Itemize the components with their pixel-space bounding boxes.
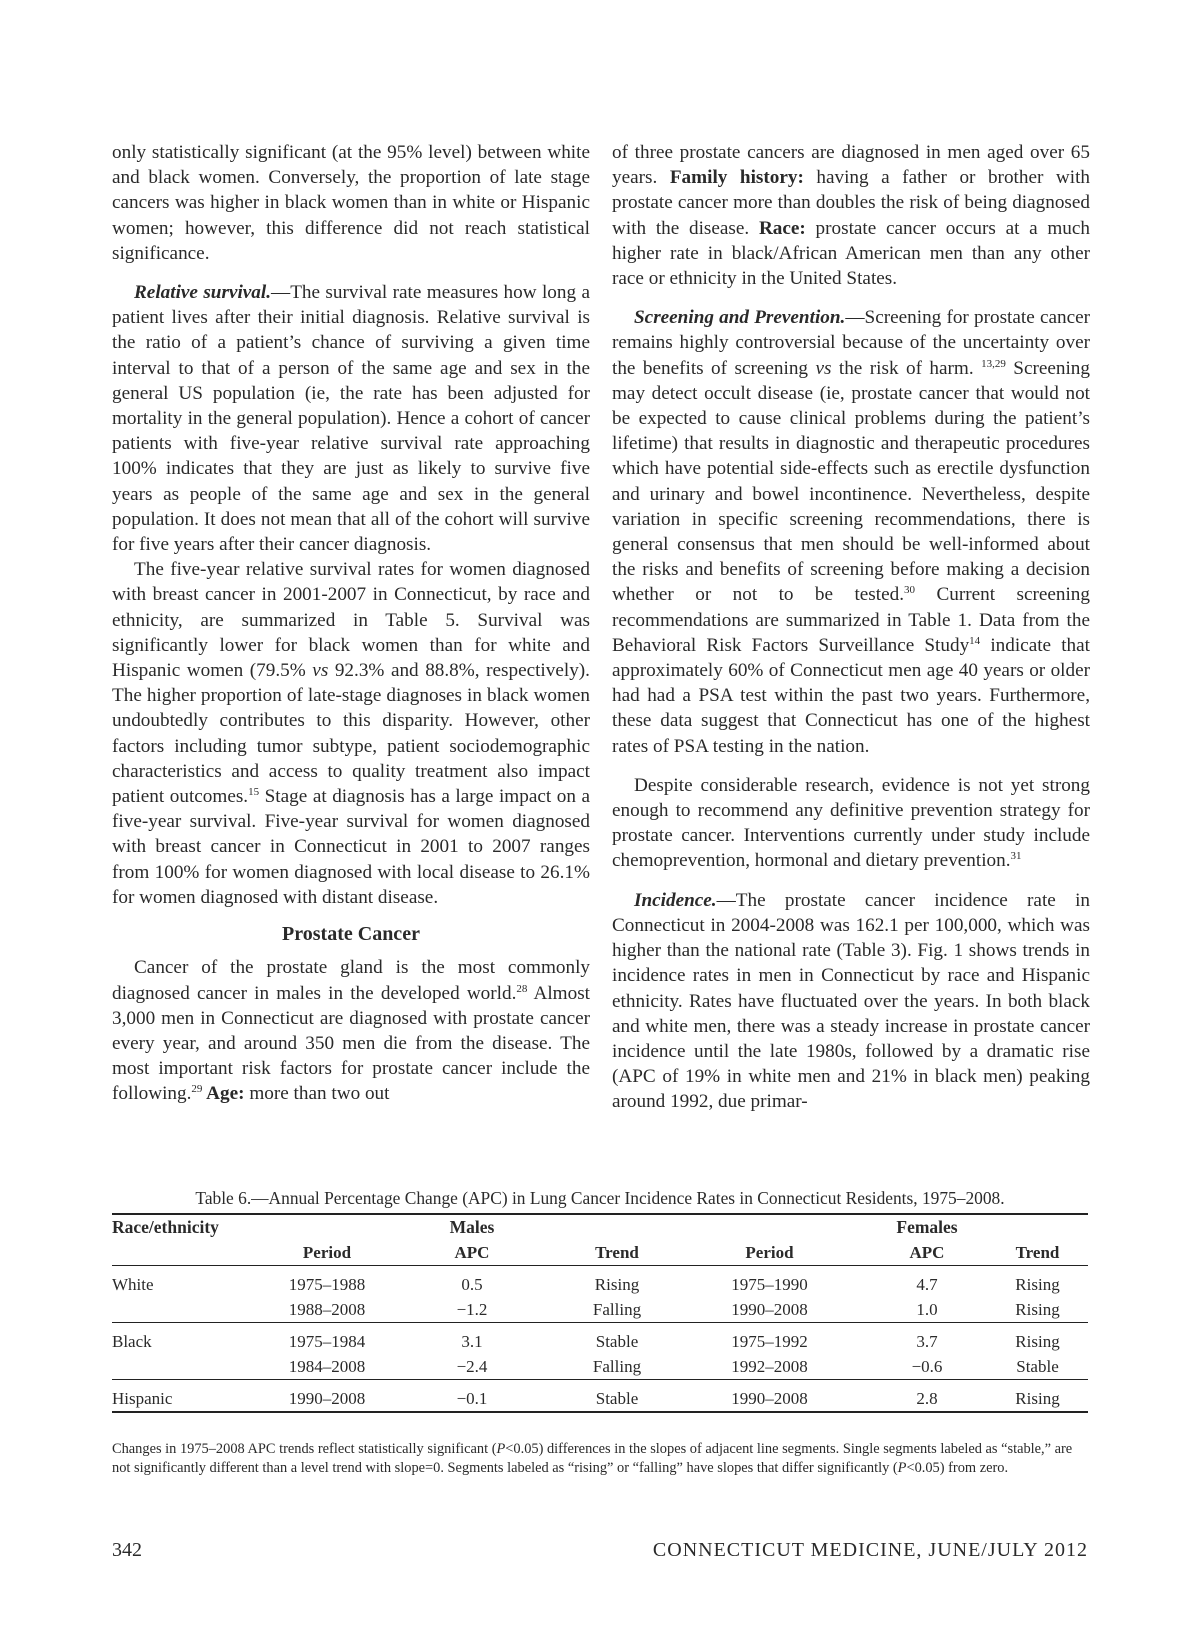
citation-ref: 15: [248, 786, 260, 799]
footnote-text: Changes in 1975–2008 APC trends reflect statistically significant (: [112, 1441, 497, 1457]
paragraph-incidence: [612, 888, 1090, 1115]
table-row: [112, 1272, 1088, 1297]
table-row: [112, 1297, 1088, 1323]
footnote-text: <0.05) differences in the slopes of adjacent line segments. Single segments labeled as “stable,” are not significantly different than a level trend with slope=0. Segments labeled as “rising” or “falling” have slopes that differ significantly (: [112, 1441, 1073, 1476]
paragraph-text: the risk of harm.: [831, 357, 982, 379]
race-cell: Black: [112, 1331, 152, 1351]
paragraph-text: Stage at diagnosis has a large impact on a five-year survival. Five-year survival for women diagnosed with breast cancer in Connecticut in 2001 to 2007 ranges from 100% for women diagnosed with local disease to 26.1% for women diagnosed with distant disease.: [112, 786, 590, 908]
male-period-cell: 1990–2008: [272, 1386, 382, 1412]
paragraph-relative-survival: [112, 280, 590, 557]
table-row: [112, 1386, 1088, 1412]
page-number: 342: [112, 1539, 142, 1561]
citation-ref: 29: [191, 1083, 203, 1096]
race-cell: White: [112, 1274, 154, 1294]
female-trend-cell: Rising: [1015, 1274, 1060, 1294]
paragraph-text: The five-year relative survival rates for women diagnosed with breast cancer in 2001-2007 in Connecticut, by race and ethnicity, are summarized in Table 5. Survival was significantly lower for black women than for white and Hispanic women (79.5%: [112, 559, 590, 682]
female-apc-cell: 1.0: [867, 1297, 987, 1323]
male-trend-cell: Stable: [562, 1386, 672, 1412]
paragraph-text: indicate that approximately 60% of Connecticut men age 40 years or older had had a PSA test within the past two years. Furthermore, these data suggest that Connecticut has one of the highest rates of PSA testing in the nation.: [612, 634, 1090, 757]
paragraph-text: prostate cancer occurs at a much higher rate in black/African American men than any other race or ethnicity in the United States.: [612, 217, 1091, 290]
race-cell: [112, 1297, 272, 1323]
female-trend-cell: Rising: [1015, 1331, 1060, 1351]
header-race: Race/ethnicity: [112, 1217, 219, 1237]
race-cell: [112, 1354, 272, 1380]
header-trend-females: Trend: [987, 1240, 1088, 1266]
male-apc-cell: −1.2: [382, 1297, 562, 1323]
paragraph-text: Almost 3,000 men in Connecticut are diagnosed with prostate cancer every year, and around 350 men die from the disease. The most important risk factors for prostate cancer include the following.: [112, 982, 590, 1105]
header-trend-males: Trend: [562, 1240, 672, 1266]
citation-ref: 14: [969, 634, 981, 647]
female-trend-cell: Rising: [987, 1297, 1088, 1323]
female-apc-cell: −0.6: [867, 1354, 987, 1380]
paragraph-text: Cancer of the prostate gland is the most commonly diagnosed cancer in males in the developed world.: [112, 957, 590, 1004]
bold-text: Race:: [758, 217, 806, 239]
paragraph-text: of three prostate cancers are diagnosed in men aged over 65 years.: [612, 142, 1090, 189]
female-apc-cell: 4.7: [916, 1274, 938, 1294]
citation-ref: 31: [1010, 850, 1022, 863]
paragraph: only statistically significant (at the 95% level) between white and black women. Conversely, the proportion of late stage cancers was higher in black women than in white or Hispanic women; however, this difference did not reach statistical significance.: [112, 142, 590, 264]
female-apc-cell: 3.7: [916, 1331, 938, 1351]
apc-table: [112, 1213, 1088, 1413]
paragraph-risk-factors: [612, 140, 1090, 291]
paragraph-text: having a father or brother with prostate cancer more than doubles the risk of being diagnosed with the disease.: [612, 167, 1091, 239]
male-trend-cell: Stable: [595, 1331, 639, 1351]
header-apc-females: APC: [867, 1240, 987, 1266]
header-period-females: Period: [672, 1240, 867, 1266]
paragraph-text: —Screening for prostate cancer remains highly controversial because of the uncertainty over the benefits of screening: [612, 307, 1090, 379]
italic-text: P: [897, 1460, 907, 1476]
header-period-males: Period: [272, 1240, 382, 1266]
paragraph-text: Despite considerable research, evidence is not yet strong enough to recommend any definitive prevention strategy for prostate cancer. Interventions currently under study include chemoprevention, hormonal and dietary prevention.: [612, 774, 1090, 872]
female-period-cell: 1992–2008: [672, 1354, 867, 1380]
bold-text: Age:: [202, 1083, 245, 1105]
male-period-cell: 1988–2008: [272, 1297, 382, 1323]
paragraph-screening: [612, 305, 1090, 759]
italic-text: vs: [815, 357, 832, 379]
left-column: [112, 140, 590, 1107]
paragraph-text: 92.3% and 88.8%, respectively). The higher proportion of late-stage diagnoses in black women undoubtedly contributes to this disparity. However, other factors including tumor subtype, patient sociodemographic characteristics and access to quality treatment also impact patient outcomes.: [112, 660, 590, 808]
male-trend-cell: Rising: [594, 1274, 640, 1294]
run-in-heading: Relative survival.: [134, 282, 272, 304]
paragraph-text: —The prostate cancer incidence rate in Connecticut in 2004-2008 was 162.1 per 100,000, which was higher than the national rate (Table 3). Fig. 1 shows trends in incidence rates in men in Connecticut by race and Hispanic ethnicity. Rates have fluctuated over the years. In both black and white men, there was a steady increase in prostate cancer incidence until the late 1980s, followed by a dramatic rise (APC of 19% in white men and 21% in black men) peaking around 1992, due primar-: [612, 889, 1090, 1113]
female-period-cell: 1990–2008: [672, 1297, 867, 1323]
table-header-row: [112, 1214, 1088, 1240]
male-apc-cell: 3.1: [461, 1331, 483, 1351]
header-females: Females: [896, 1217, 958, 1237]
female-trend-cell: Rising: [987, 1386, 1088, 1412]
male-trend-cell: Falling: [562, 1354, 672, 1380]
male-trend-cell: Falling: [562, 1297, 672, 1323]
male-apc-cell: 0.5: [461, 1274, 483, 1294]
female-period-cell: 1990–2008: [672, 1386, 867, 1412]
footnote-text: <0.05) from zero.: [906, 1460, 1009, 1476]
citation-ref: 30: [904, 584, 916, 597]
paragraph-prostate-intro: [112, 955, 590, 1106]
female-period-cell: 1975–1990: [731, 1274, 808, 1294]
table-footnote: [112, 1440, 1088, 1478]
header-apc-males: APC: [382, 1240, 562, 1266]
table-row: [112, 1354, 1088, 1380]
section-title: Prostate Cancer: [282, 923, 420, 946]
italic-text: vs: [312, 660, 329, 682]
table-row: [112, 1329, 1088, 1354]
run-in-heading: Screening and Prevention.: [634, 307, 846, 329]
race-cell: Hispanic: [112, 1386, 272, 1412]
paragraph-text: Screening may detect occult disease (ie, prostate cancer that would not be expected to cause clinical problems during the patient’s lifetime) that results in diagnostic and therapeutic procedures which have potential side-effects such as erectile dysfunction and urinary and bowel incontinence. Nevertheless, despite variation in specific screening recommendations, there is general consensus that men should be well-informed about the risks and benefits of screening before making a decision whether or not to be tested.: [612, 357, 1090, 606]
table-caption: Table 6.—Annual Percentage Change (APC) in Lung Cancer Incidence Rates in Connecticut Residents, 1975–2008.: [195, 1188, 1005, 1208]
paragraph-text: Current screening recommendations are summarized in Table 1. Data from the Behavioral Risk Factors Surveillance Study: [612, 584, 1090, 656]
paragraph-text: —The survival rate measures how long a patient lives after their initial diagnosis. Relative survival is the ratio of a patient’s chance of surviving a given time interval to that of a person of the same age and sex in the general US population (ie, the rate has been adjusted for mortality in the general population). Hence a cohort of cancer patients with five-year relative survival rate approaching 100% indicates that they are just as likely to survive five years as people of the same age and sex in the general population. It does not mean that all of the cohort will survive for five years after their cancer diagnosis.: [112, 282, 590, 556]
table-subheader-row: [112, 1240, 1088, 1266]
male-apc-cell: −0.1: [382, 1386, 562, 1412]
female-apc-cell: 2.8: [867, 1386, 987, 1412]
citation-ref: 28: [516, 982, 528, 995]
right-column: [612, 140, 1090, 1115]
male-period-cell: 1975–1984: [288, 1331, 366, 1351]
paragraph-text: more than two out: [244, 1083, 390, 1105]
male-period-cell: 1975–1988: [288, 1274, 366, 1294]
header-males: Males: [449, 1217, 495, 1237]
male-apc-cell: −2.4: [382, 1354, 562, 1380]
female-trend-cell: Stable: [987, 1354, 1088, 1380]
run-in-heading: Incidence.: [634, 889, 717, 911]
citation-ref: 13,29: [981, 357, 1006, 370]
female-period-cell: 1975–1992: [731, 1331, 808, 1351]
bold-text: Family history:: [669, 167, 804, 189]
italic-text: P: [496, 1441, 506, 1457]
paragraph-prevention: [612, 773, 1090, 874]
journal-footer: CONNECTICUT MEDICINE, JUNE/JULY 2012: [652, 1539, 1088, 1561]
paragraph-survival-rates: [112, 557, 590, 910]
male-period-cell: 1984–2008: [272, 1354, 382, 1380]
